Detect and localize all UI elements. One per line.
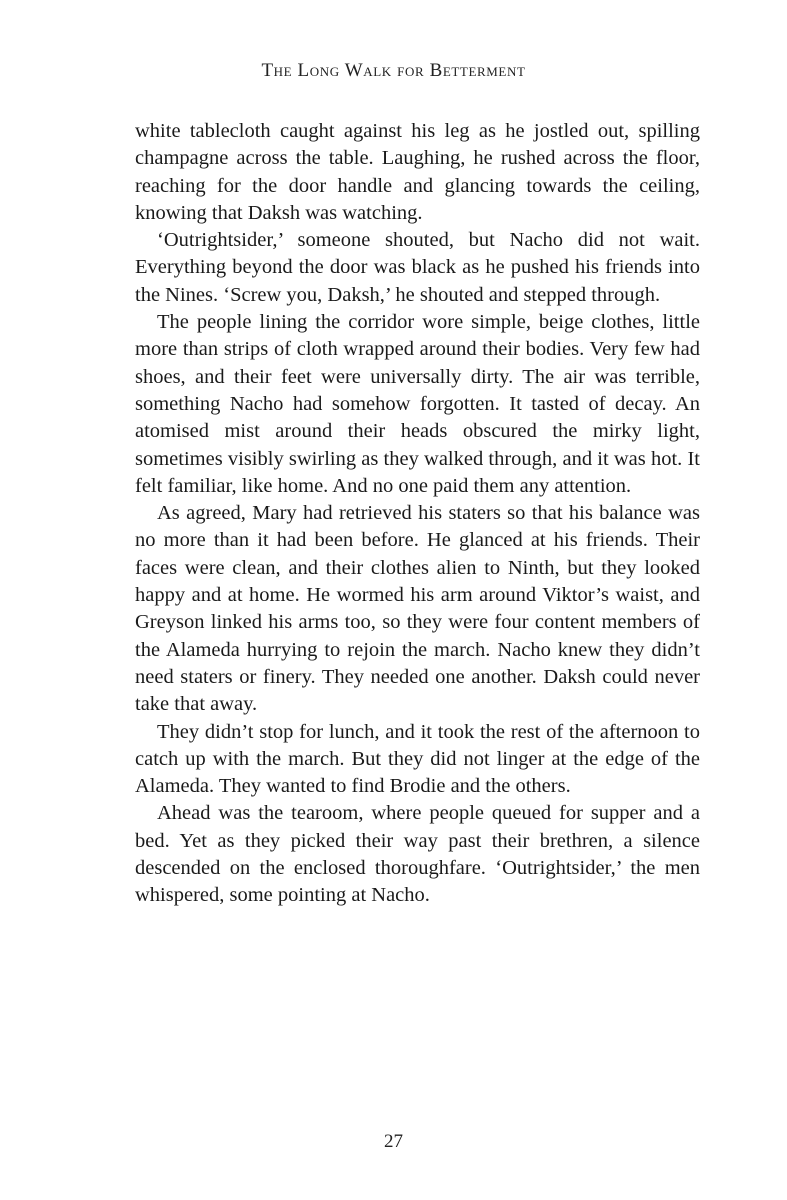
page-number: 27	[384, 1131, 403, 1152]
running-head: The Long Walk for Betterment	[261, 60, 526, 81]
paragraph: The people lining the corridor wore simple, beige clothes, little more than strips of cloth wrapped around their bodies. Very few had shoes, and their feet were universally dirty. The air was terrible, something Nacho had somehow forgotten. It tasted of decay. An atomised mist around their heads obscured the mirky light, sometimes visibly swirling as they walked through, and it was hot. It felt familiar, like home. And no one paid them any attention.	[135, 311, 700, 497]
paragraph: They didn’t stop for lunch, and it took the rest of the afternoon to catch up with the march. But they did not linger at the edge of the Alameda. They wanted to find Brodie and the others.	[135, 720, 700, 798]
body-text	[135, 118, 700, 910]
paragraph: white tablecloth caught against his leg as he jostled out, spilling champagne across the table. Laughing, he rushed across the floor, reaching for the door handle and glancing towards the ceiling, knowing that Daksh was watching.	[135, 120, 700, 224]
paragraph: As agreed, Mary had retrieved his staters so that his balance was no more than it had been before. He glanced at his friends. Their faces were clean, and their clothes alien to Ninth, but they looked happy and at home. He wormed his arm around Viktor’s waist, and Greyson linked his arms too, so they were four content members of the Alameda hurrying to rejoin the march. Nacho knew they didn’t need staters or finery. They needed one another. Daksh could never take that away.	[135, 502, 700, 716]
paragraph: Ahead was the tearoom, where people queued for supper and a bed. Yet as they picked their way past their brethren, a silence descended on the enclosed thoroughfare. ‘Outrightsider,’ the men whispered, some pointing at Nacho.	[135, 802, 700, 907]
paragraph: ‘Outrightsider,’ someone shouted, but Nacho did not wait. Everything beyond the door was black as he pushed his friends into the Nines. ‘Screw you, Daksh,’ he shouted and stepped through.	[135, 229, 700, 306]
